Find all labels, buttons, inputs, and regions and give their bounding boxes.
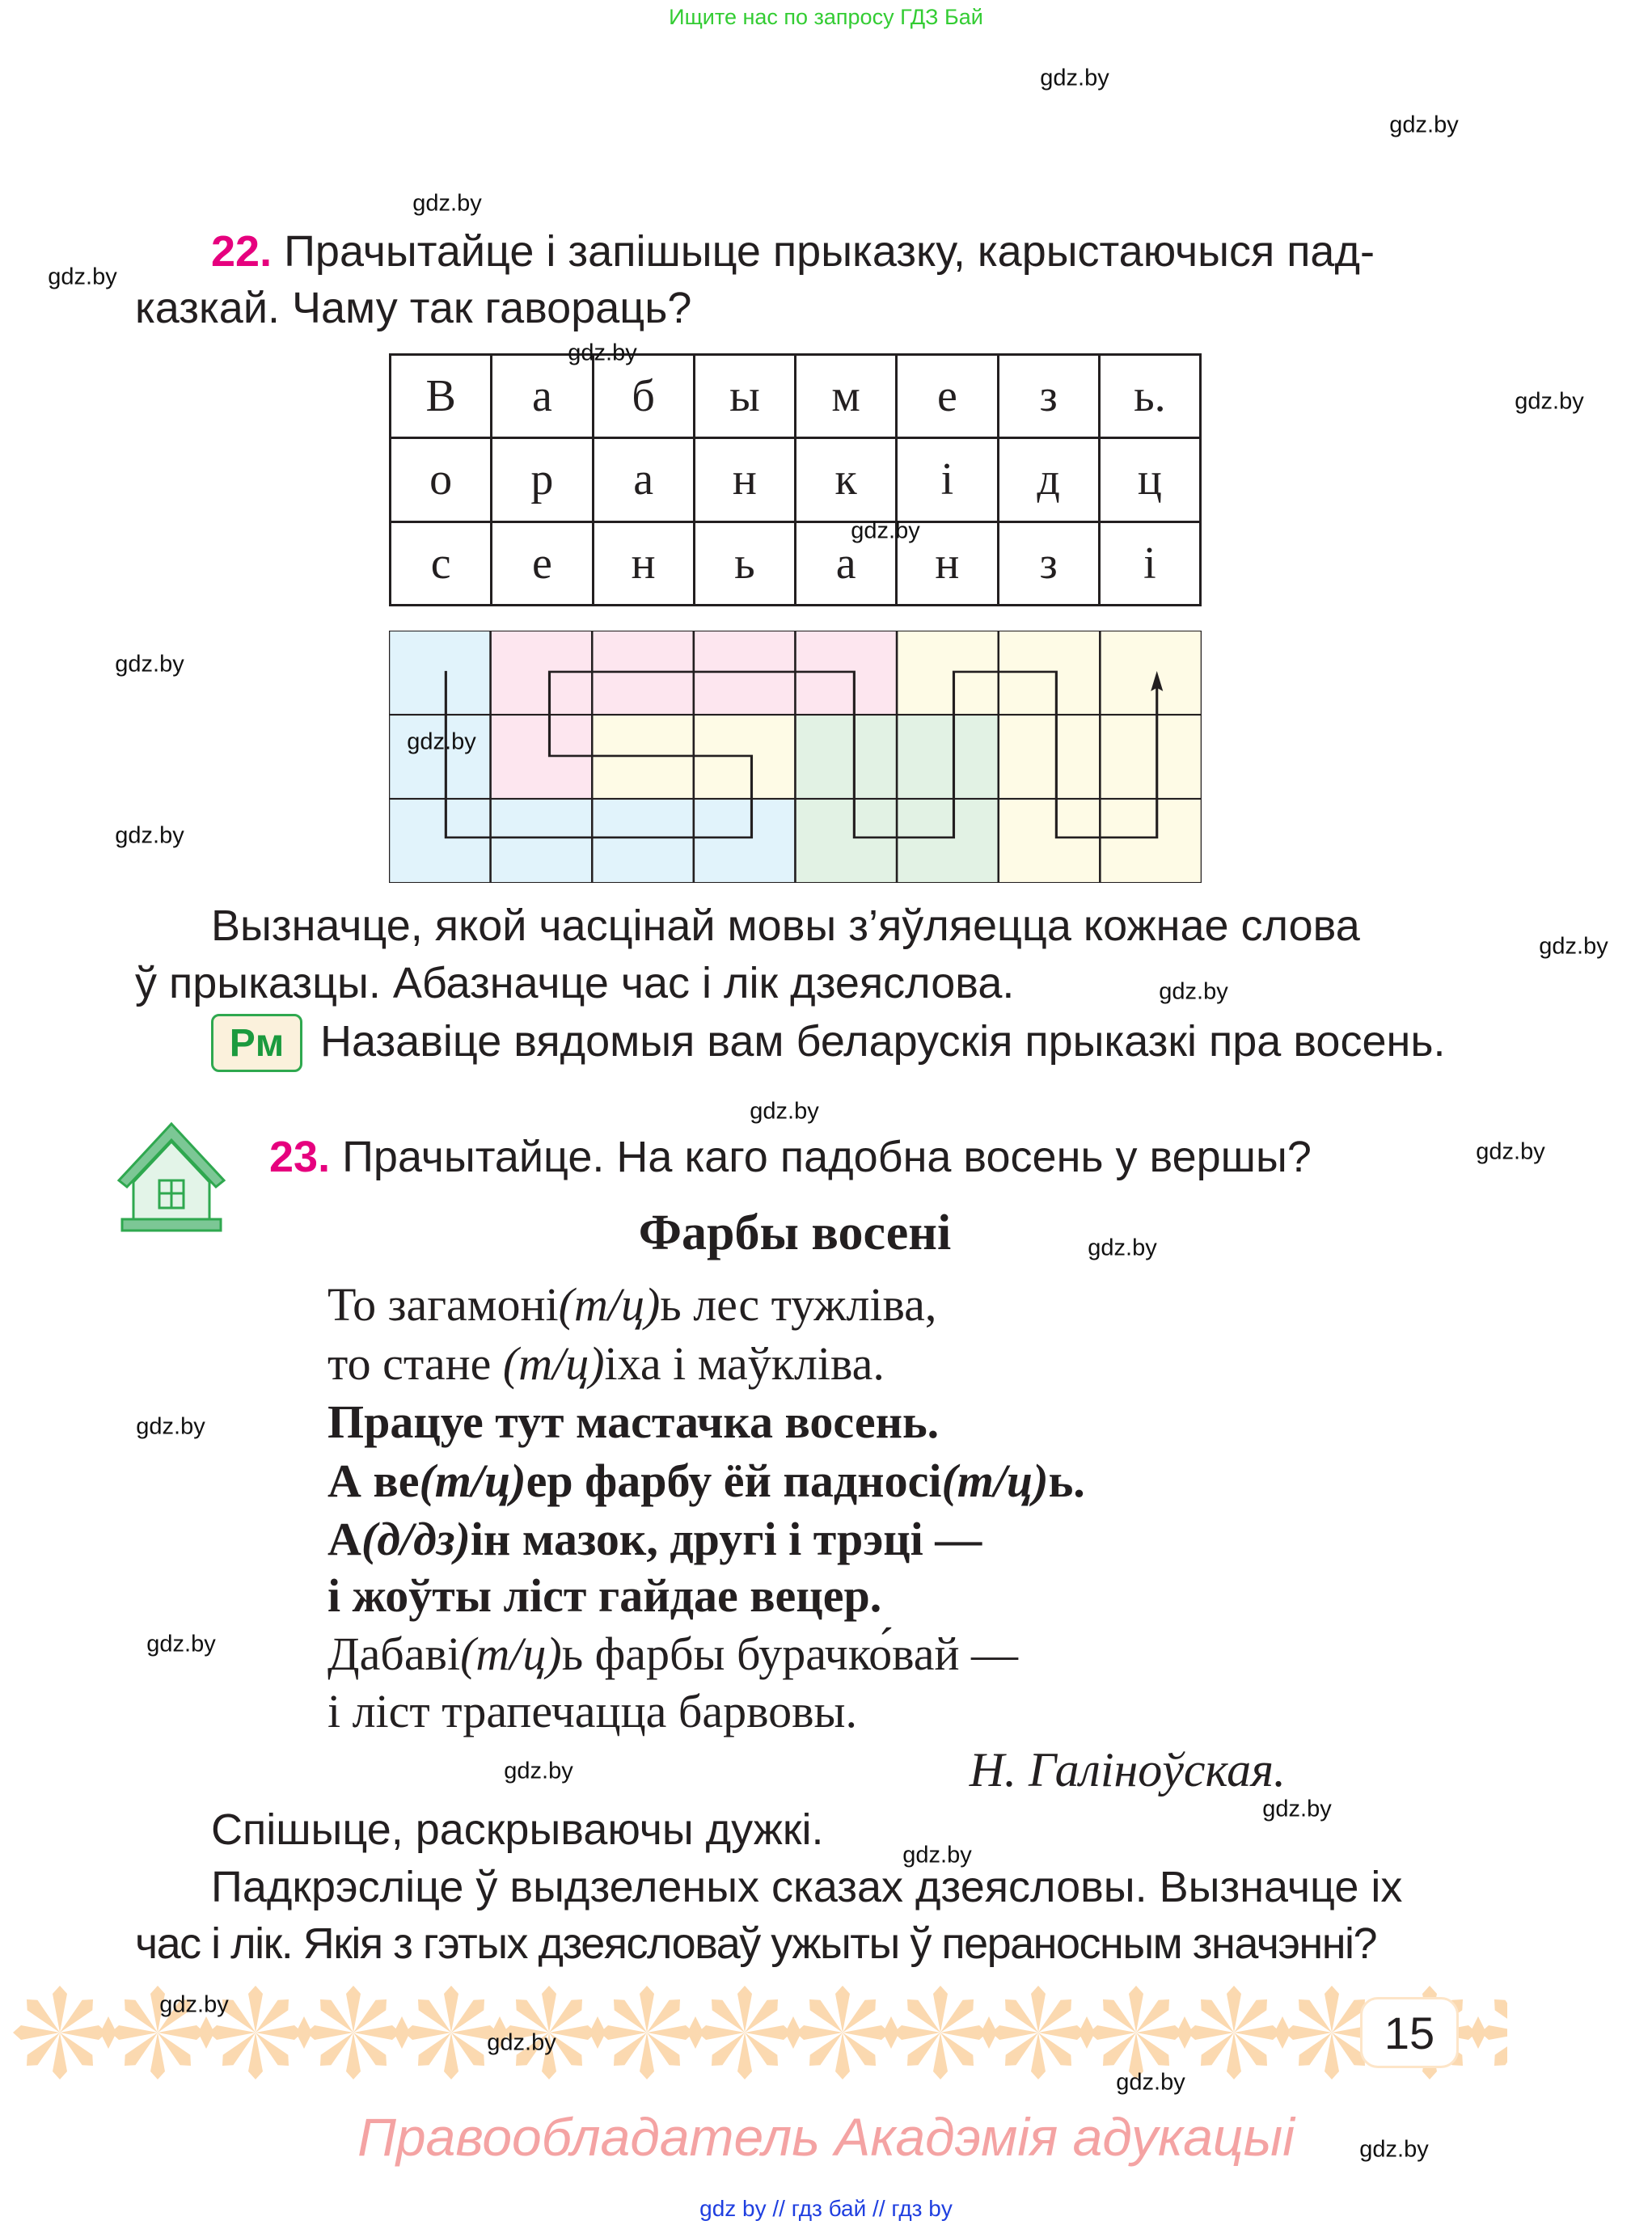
- folk-ornament-border: [11, 1982, 1507, 2083]
- watermark-text: gdz.by: [115, 822, 184, 849]
- task-number: 23.: [269, 1133, 331, 1181]
- letter-cell: з: [998, 521, 1099, 605]
- letter-cell: м: [796, 355, 897, 438]
- ornament-star-icon: [1187, 1986, 1291, 2079]
- poem-line: [327, 1512, 982, 1566]
- letter-cell: а: [796, 521, 897, 605]
- letter-row: [391, 521, 1201, 605]
- maze-cell: [389, 799, 491, 883]
- maze-cell: [796, 715, 898, 799]
- letter-cell: н: [694, 438, 795, 521]
- choice-letters: (т/ц): [941, 1454, 1049, 1507]
- letter-cell: а: [593, 438, 694, 521]
- maze-cell: [592, 799, 694, 883]
- ornament-star-icon: [1481, 1986, 1507, 2079]
- task-text: Прачытайце і запішыце прыказку, карыстаючыся пад-: [284, 227, 1375, 276]
- choice-letters: (т/ц): [419, 1454, 526, 1507]
- poem-line: [327, 1627, 1018, 1681]
- watermark-text: gdz.by: [407, 728, 476, 755]
- ornament-star-icon: [796, 1986, 899, 2079]
- letter-cell: ь.: [1099, 355, 1200, 438]
- poem-line: [327, 1568, 881, 1623]
- letter-cell: і: [897, 438, 998, 521]
- letter-cell: з: [998, 355, 1099, 438]
- watermark-text: gdz.by: [1116, 2069, 1185, 2096]
- letter-cell: д: [998, 438, 1099, 521]
- watermark-text: gdz.by: [146, 1631, 216, 1657]
- poem-text: ь лес тужліва,: [660, 1278, 937, 1331]
- watermark-text: gdz.by: [412, 190, 482, 217]
- ornament-star-icon: [698, 1986, 801, 2079]
- letter-cell: а: [492, 355, 593, 438]
- watermark-text: gdz.by: [1088, 1235, 1157, 1261]
- maze-cell: [999, 715, 1101, 799]
- watermark-text: gdz.by: [504, 1758, 573, 1784]
- maze-cell: [999, 799, 1101, 883]
- maze-cell: [389, 715, 491, 799]
- task-22-line1: [211, 227, 1375, 276]
- letter-cell: с: [391, 521, 492, 605]
- ornament-star-icon: [1089, 1986, 1193, 2079]
- page-number: 15: [1360, 1997, 1459, 2068]
- ornament-star-icon: [306, 1986, 410, 2079]
- poem-text: і жоўты ліст гайдае вецер.: [327, 1569, 882, 1622]
- letter-row: [391, 355, 1201, 438]
- letter-cell: ц: [1099, 438, 1200, 521]
- task-23-q1: Спішыце, раскрываючы дужкі.: [211, 1805, 824, 1854]
- maze-cell: [1100, 631, 1202, 715]
- poem-text: ь фарбы бурачко́вай —: [561, 1628, 1018, 1680]
- maze-grid: [389, 631, 1202, 883]
- letter-cell: р: [492, 438, 593, 521]
- watermark-text: gdz.by: [136, 1413, 205, 1440]
- maze-cell: [897, 715, 999, 799]
- letter-cell: н: [593, 521, 694, 605]
- poem-text: ь.: [1048, 1454, 1085, 1507]
- task-23-q2b: час і лік. Якія з гэтых дзеясловаў ужыты ў пераносным значэнні?: [135, 1919, 1377, 1968]
- poem-text: іха і маўкліва.: [604, 1337, 885, 1390]
- maze-cell: [1100, 799, 1202, 883]
- letter-cell: ы: [694, 355, 795, 438]
- poem-text: Дабаві: [327, 1628, 461, 1680]
- poem-text: ер фарбу ёй падносі: [526, 1454, 942, 1507]
- task-text: Прачытайце. На каго падобна восень у вершы?: [342, 1133, 1312, 1181]
- letter-cell: н: [897, 521, 998, 605]
- poem-text: А ве: [327, 1454, 420, 1507]
- maze-cell: [897, 799, 999, 883]
- task-number: 22.: [211, 227, 273, 276]
- task-23-line: [269, 1135, 1312, 1179]
- task-22-line2: казкай. Чаму так гавораць?: [135, 284, 692, 332]
- copyright-notice: Правообладатель Акадэмія адукацыі: [357, 2107, 1295, 2167]
- maze-cell: [1100, 715, 1202, 799]
- poem-line: [327, 1336, 885, 1391]
- watermark-text: gdz.by: [1040, 65, 1109, 91]
- watermark-text: gdz.by: [1476, 1138, 1545, 1165]
- letter-cell: б: [593, 355, 694, 438]
- poem-line: [327, 1395, 939, 1449]
- letter-cell: е: [897, 355, 998, 438]
- watermark-text: gdz.by: [750, 1098, 819, 1125]
- watermark-text: gdz.by: [1539, 933, 1608, 960]
- ornament-star-icon: [13, 1986, 116, 2079]
- maze-cell: [796, 799, 898, 883]
- watermark-text: gdz.by: [568, 340, 637, 366]
- letter-cell: о: [391, 438, 492, 521]
- choice-letters: (т/ц): [502, 1337, 605, 1390]
- poem-line: [327, 1684, 857, 1738]
- letter-cell: к: [796, 438, 897, 521]
- watermark-text: gdz.by: [48, 264, 117, 290]
- ornament-star-icon: [600, 1986, 703, 2079]
- poem-text: ін мазок, другі і трэці —: [470, 1513, 982, 1565]
- watermark-text: gdz.by: [1262, 1796, 1332, 1822]
- watermark-text: gdz.by: [1389, 112, 1459, 138]
- watermark-text: gdz.by: [1159, 978, 1228, 1005]
- poem-author: Н. Галіноўская.: [969, 1743, 1286, 1796]
- poem-line: [327, 1277, 936, 1332]
- watermark-text: gdz.by: [487, 2029, 556, 2056]
- choice-letters: (д/дз): [361, 1513, 471, 1565]
- house-homework-icon: [114, 1121, 229, 1234]
- letter-grid: [389, 353, 1202, 606]
- poem-title: Фарбы восені: [638, 1205, 952, 1260]
- letter-cell: е: [492, 521, 593, 605]
- watermark-text: gdz.by: [159, 1991, 229, 2018]
- watermark-text: gdz.by: [902, 1842, 972, 1868]
- watermark-text: gdz.by: [115, 651, 184, 678]
- letter-row: [391, 438, 1201, 521]
- watermark-text: gdz.by: [1359, 2136, 1429, 2163]
- task-22-after1: Вызначце, якой часцінай мовы з’яўляецца кожнае слова: [211, 901, 1360, 950]
- maze-cell: [491, 799, 593, 883]
- maze-cell: [389, 631, 491, 715]
- choice-letters: (т/ц): [460, 1628, 562, 1680]
- ornament-star-icon: [991, 1986, 1095, 2079]
- poem-text: то стане: [327, 1337, 503, 1390]
- speech-development-badge: Рм: [211, 1014, 302, 1072]
- poem-text: Працуе тут мастачка восень.: [327, 1395, 940, 1448]
- watermark-text: gdz.by: [1515, 388, 1584, 415]
- maze-cell: [694, 799, 796, 883]
- letter-cell: ь: [694, 521, 795, 605]
- search-hint: Ищите нас по запросу ГДЗ Бай: [669, 5, 983, 29]
- poem-text: То загамоні: [327, 1278, 559, 1331]
- poem-text: А: [327, 1513, 361, 1565]
- letter-cell: і: [1099, 521, 1200, 605]
- footer-links[interactable]: gdz by // гдз бай // гдз by: [699, 2196, 953, 2221]
- poem-text: і ліст трапечацца барвовы.: [327, 1685, 857, 1737]
- watermark-text: gdz.by: [851, 517, 920, 544]
- poem-line: [327, 1454, 1085, 1508]
- task-22-after2: ў прыказцы. Абазначце час і лік дзеяслова.: [135, 959, 1015, 1007]
- rm-task-text: Назавіце вядомыя вам беларускія прыказкі пра восень.: [320, 1017, 1446, 1066]
- task-23-q2a: Падкрэсліце ў выдзеленых сказах дзеясловы. Вызначце іх: [211, 1863, 1403, 1911]
- letter-cell: В: [391, 355, 492, 438]
- ornament-star-icon: [894, 1986, 997, 2079]
- choice-letters: (т/ц): [558, 1278, 661, 1331]
